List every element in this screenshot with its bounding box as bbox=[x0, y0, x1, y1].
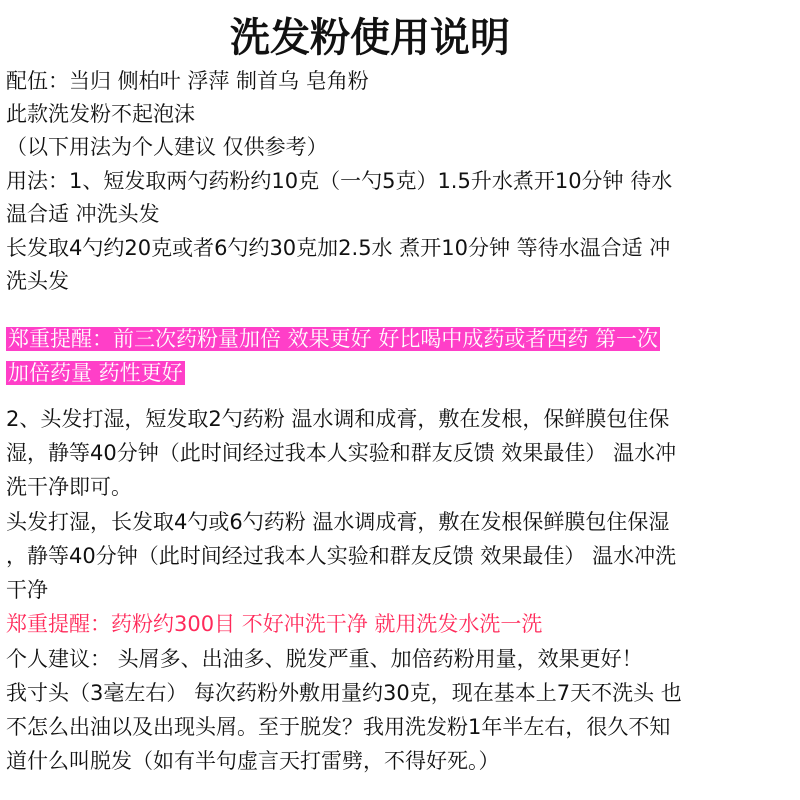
highlight-text: 加倍药量 药性更好 bbox=[8, 361, 183, 385]
testimonial-line-3: 道什么叫脱发（如有半句虚言天打雷劈，不得好死。） bbox=[6, 749, 500, 773]
method-2-short-line-2: 湿，静等40分钟（此时间经过我本人实验和群友反馈 效果最佳） 温水冲 bbox=[6, 441, 677, 465]
method-2-long-line-2: ，静等40分钟（此时间经过我本人实验和群友反馈 效果最佳） 温水冲洗 bbox=[6, 544, 677, 568]
usage-long-hair-line-2: 洗头发 bbox=[6, 269, 69, 293]
testimonial-line-2: 不怎么出油以及出现头屑。至于脱发？我用洗发粉1年半左右，很久不知 bbox=[6, 715, 671, 739]
disclaimer-line: （以下用法为个人建议 仅供参考） bbox=[6, 135, 328, 159]
method-2-long-line-1: 头发打湿，长发取4勺或6勺药粉 温水调成膏，敷在发根保鲜膜包住保湿 bbox=[6, 510, 670, 534]
no-foam-note: 此款洗发粉不起泡沫 bbox=[6, 102, 195, 126]
personal-advice-line: 个人建议： 头屑多、出油多、脱发严重、加倍药粉用量，效果更好！ bbox=[6, 647, 643, 671]
highlighted-reminder-line-1 bbox=[6, 324, 660, 354]
method-2-long-line-3: 干净 bbox=[6, 578, 48, 602]
usage-short-hair-line-1: 用法：1、短发取两勺药粉约10克（一勺5克）1.5升水煮开10分钟 待水 bbox=[6, 169, 673, 193]
method-2-short-line-3: 洗干净即可。 bbox=[6, 475, 132, 499]
highlight-text: 郑重提醒：前三次药粉量加倍 效果更好 好比喝中成药或者西药 第一次 bbox=[8, 327, 659, 351]
testimonial-line-1: 我寸头（3毫左右） 每次药粉外敷用量约30克，现在基本上7天不洗头 也 bbox=[6, 681, 682, 705]
highlighted-reminder-line-2 bbox=[6, 358, 185, 388]
reminder-powder-mesh: 郑重提醒：药粉约300目 不好冲洗干净 就用洗发水洗一洗 bbox=[6, 612, 543, 636]
usage-long-hair-line-1: 长发取4勺约20克或者6勺约30克加2.5水 煮开10分钟 等待水温合适 冲 bbox=[6, 236, 671, 260]
usage-short-hair-line-2: 温合适 冲洗头发 bbox=[6, 202, 160, 226]
page-title: 洗发粉使用说明 bbox=[230, 15, 510, 61]
method-2-short-line-1: 2、头发打湿，短发取2勺药粉 温水调和成膏，敷在发根，保鲜膜包住保 bbox=[6, 407, 670, 431]
ingredients-line: 配伍：当归 侧柏叶 浮萍 制首乌 皂角粉 bbox=[6, 69, 369, 93]
